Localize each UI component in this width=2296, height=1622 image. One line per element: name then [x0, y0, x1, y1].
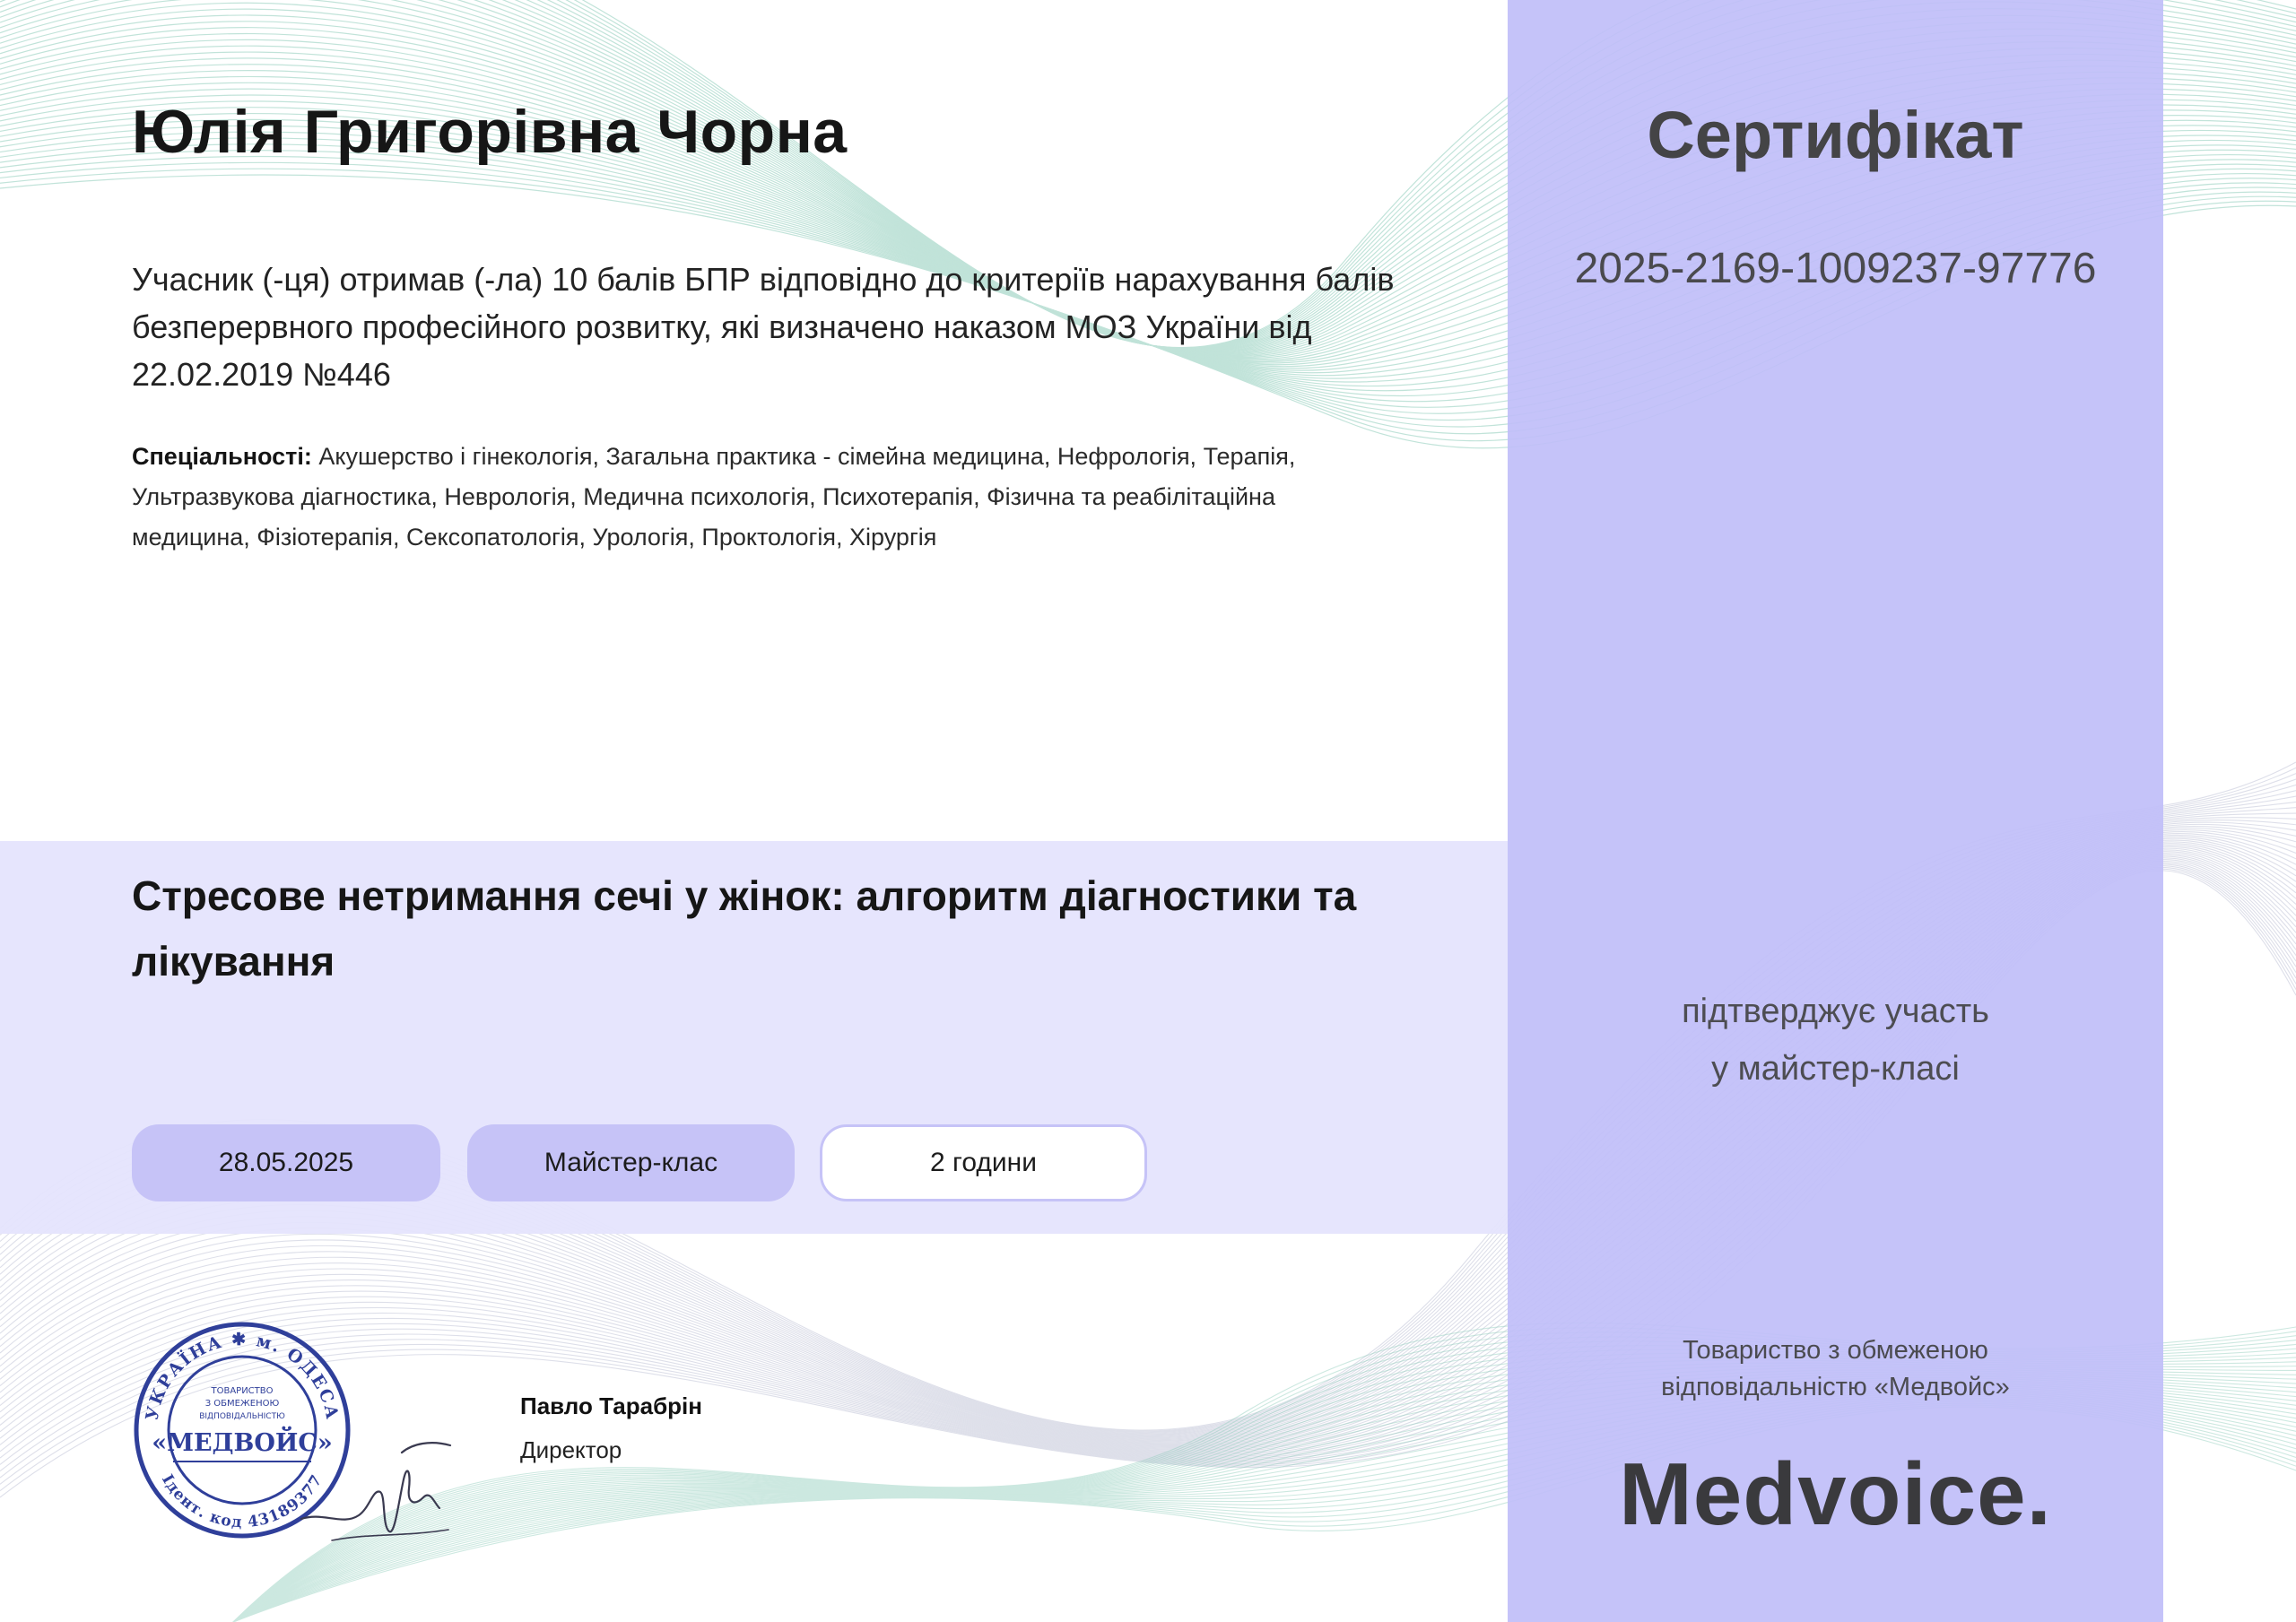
- company-line-2: відповідальністю «Медвойс»: [1661, 1373, 2010, 1401]
- cpd-points-statement: Учасник (-ця) отримав (-ла) 10 балів БПР відповідно до критеріїв нарахування балів безперервного професійного розвитку, які визначено наказом МОЗ України від 22.02.2019 №446: [132, 261, 1395, 393]
- specialties-label: Спеціальності:: [132, 443, 312, 470]
- stamp-inner-line-2: З ОБМЕЖЕНОЮ: [204, 1399, 280, 1409]
- participation-confirmation: [1508, 983, 2163, 1097]
- date-badge: 28.05.2025: [132, 1124, 440, 1201]
- duration-badge: 2 години: [820, 1124, 1147, 1201]
- signer-name: Павло Тарабрін: [520, 1392, 702, 1419]
- stamp-ring-top: УКРАЇНА ✱ м. ОДЕСА: [142, 1329, 343, 1423]
- medvoice-logo: Medvoice.: [1619, 1444, 2052, 1543]
- issuer-company-name: [1508, 1332, 2163, 1406]
- stamp-center-name: «МЕДВОЙС»: [152, 1429, 333, 1457]
- specialties-list: Акушерство і гінекологія, Загальна практика - сімейна медицина, Нефрологія, Терапія, Ультразвукова діагностика, Неврологія, Медична психологія, Психотерапія, Фізична та реабілітаційна медицина, Фізіотерапія, Сексопатологія, Урологія, Проктологія, Хірургія: [132, 443, 1296, 551]
- stamp-ring-bottom: Ідент. код 43189377: [158, 1471, 326, 1532]
- course-title: Стресове нетримання сечі у жінок: алгоритм діагностики та лікування: [132, 872, 1357, 984]
- signer-role: Директор: [520, 1436, 622, 1463]
- confirms-line-2: у майстер-класі: [1711, 1050, 1960, 1088]
- certificate-title: Сертифікат: [1647, 98, 2024, 172]
- confirms-line-1: підтверджує участь: [1682, 993, 1989, 1030]
- stamp-inner-line-1: ТОВАРИСТВО: [211, 1386, 274, 1396]
- specialties: [132, 437, 1387, 558]
- director-signature: [296, 1426, 457, 1551]
- stamp-inner-line-3: ВІДПОВІДАЛЬНІСТЮ: [199, 1412, 285, 1421]
- recipient-name: Юлія Григорівна Чорна: [132, 98, 848, 166]
- certificate-number: 2025-2169-1009237-97776: [1574, 245, 2097, 292]
- format-badge: Майстер-клас: [467, 1124, 795, 1201]
- company-line-1: Товариство з обмеженою: [1683, 1336, 1988, 1365]
